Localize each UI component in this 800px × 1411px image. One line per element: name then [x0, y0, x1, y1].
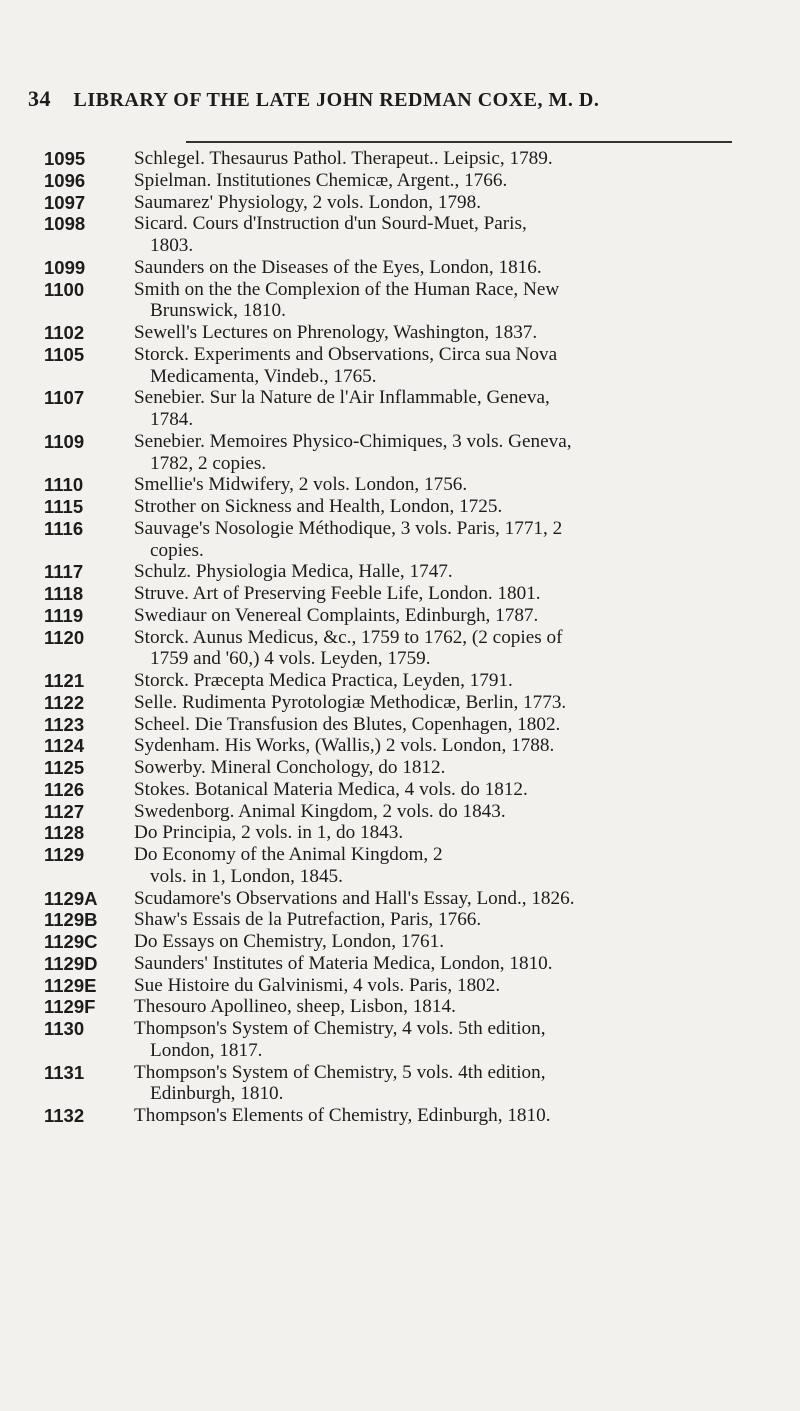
catalog-entry: [44, 888, 764, 910]
entry-number: 1129E: [44, 974, 97, 996]
entry-text: Saunders' Institutes of Materia Medica, London, 1810.: [134, 952, 553, 974]
catalog-entry: [44, 627, 764, 671]
catalog-entry: [44, 909, 764, 931]
catalog-entry: [44, 518, 764, 562]
entry-text: Do Economy of the Animal Kingdom, 2: [134, 844, 443, 865]
catalog-entry: [44, 822, 764, 844]
entry-text: Saumarez' Physiology, 2 vols. London, 1798.: [134, 191, 482, 213]
entry-text: Thompson's System of Chemistry, 4 vols. 5th edition,: [134, 1018, 546, 1039]
entry-number: 1116: [44, 517, 84, 539]
entry-number: 1096: [44, 169, 86, 191]
entry-number: 1117: [44, 561, 84, 583]
entry-text-continuation: copies.: [150, 539, 204, 561]
entry-text: Storck. Experiments and Observations, Circa sua Nova: [134, 343, 558, 365]
catalog-entry: [44, 387, 764, 431]
catalog-entry: [44, 801, 764, 823]
entry-text: Saunders on the Diseases of the Eyes, London, 1816.: [134, 256, 542, 278]
entry-text: Do Essays on Chemistry, London, 1761.: [134, 931, 445, 952]
catalog-entry: [44, 605, 764, 627]
entry-number: 1122: [44, 691, 85, 713]
entry-number: 1132: [44, 1105, 85, 1126]
entry-text-continuation: Edinburgh, 1810.: [150, 1083, 284, 1105]
catalog-entry: [44, 148, 764, 170]
catalog-entry: [44, 975, 764, 997]
catalog-entry: [44, 344, 764, 388]
catalog-entry: [44, 583, 764, 605]
entry-text: Sewell's Lectures on Phrenology, Washington, 1837.: [134, 322, 538, 343]
entry-text: Smith on the the Complexion of the Human Race, New: [134, 278, 560, 300]
entry-number: 1125: [44, 757, 85, 778]
entry-text-continuation: 1782, 2 copies.: [150, 452, 267, 474]
entry-text: Selle. Rudimenta Pyrotologiæ Methodicæ, Berlin, 1773.: [134, 691, 567, 713]
catalog-entry: [44, 322, 764, 344]
catalog-entry: [44, 953, 764, 975]
catalog-entry: [44, 1105, 764, 1127]
entry-text: Thompson's Elements of Chemistry, Edinburgh, 1810.: [134, 1105, 551, 1126]
entry-text: Schlegel. Thesaurus Pathol. Therapeut.. Leipsic, 1789.: [134, 148, 553, 169]
entry-number: 1097: [44, 191, 86, 213]
entry-text: Sowerby. Mineral Conchology, do 1812.: [134, 757, 446, 778]
entry-text: Storck. Aunus Medicus, &c., 1759 to 1762, (2 copies of: [134, 626, 563, 648]
entry-number: 1102: [44, 322, 85, 343]
entry-number: 1120: [44, 626, 85, 648]
entry-text: Sue Histoire du Galvinismi, 4 vols. Paris, 1802.: [134, 974, 501, 996]
entry-text: Thesouro Apollineo, sheep, Lisbon, 1814.: [134, 996, 456, 1018]
entry-number: 1129F: [44, 996, 96, 1018]
entry-number: 1129D: [44, 952, 98, 974]
entry-number: 1109: [44, 430, 85, 452]
catalog-entry: [44, 192, 764, 214]
entry-text-continuation: 1759 and '60,) 4 vols. Leyden, 1759.: [150, 648, 431, 670]
entry-number: 1131: [44, 1061, 85, 1083]
entry-number: 1129C: [44, 931, 98, 952]
entry-text: Sicard. Cours d'Instruction d'un Sourd-Muet, Paris,: [134, 213, 527, 235]
catalog-entry: [44, 474, 764, 496]
catalog-entry: [44, 735, 764, 757]
entry-text: Do Principia, 2 vols. in 1, do 1843.: [134, 822, 404, 844]
entry-text-continuation: London, 1817.: [150, 1039, 263, 1061]
catalog-entry: [44, 670, 764, 692]
catalog-entry: [44, 996, 764, 1018]
entry-number: 1129B: [44, 909, 98, 931]
entry-number: 1129: [44, 844, 85, 865]
catalog-entry: [44, 779, 764, 801]
entry-text: Scudamore's Observations and Hall's Essay, Lond., 1826.: [134, 887, 575, 909]
entry-text: Spielman. Institutiones Chemicæ, Argent., 1766.: [134, 169, 508, 191]
catalog-entry: [44, 844, 764, 888]
catalog-entry: [44, 1062, 764, 1106]
entry-text: Strother on Sickness and Health, London, 1725.: [134, 496, 503, 517]
entry-text-continuation: Medicamenta, Vindeb., 1765.: [150, 365, 377, 387]
entry-text: Schulz. Physiologia Medica, Halle, 1747.: [134, 561, 453, 583]
catalog-entry: [44, 692, 764, 714]
entry-number: 1129A: [44, 887, 98, 909]
entry-text: Swediaur on Venereal Complaints, Edinburgh, 1787.: [134, 604, 539, 626]
catalog-entry: [44, 496, 764, 518]
entry-number: 1130: [44, 1018, 85, 1039]
entry-number: 1127: [44, 800, 85, 822]
entry-text: Senebier. Sur la Nature de l'Air Inflammable, Geneva,: [134, 387, 550, 409]
entry-number: 1128: [44, 822, 85, 844]
catalog-entry: [44, 1018, 764, 1062]
catalog-entry: [44, 213, 764, 257]
entry-text: Shaw's Essais de la Putrefaction, Paris, 1766.: [134, 909, 482, 931]
entry-text: Sauvage's Nosologie Méthodique, 3 vols. Paris, 1771, 2: [134, 517, 563, 539]
entry-number: 1123: [44, 713, 85, 735]
page-header: [28, 86, 728, 112]
entry-number: 1124: [44, 735, 85, 757]
entry-number: 1118: [44, 583, 84, 604]
entry-text: Storck. Præcepta Medica Practica, Leyden, 1791.: [134, 670, 513, 691]
entry-text-continuation: 1784.: [150, 409, 194, 430]
entry-text: Thompson's System of Chemistry, 5 vols. 4th edition,: [134, 1061, 546, 1083]
entry-number: 1105: [44, 343, 85, 365]
entry-text-continuation: vols. in 1, London, 1845.: [150, 865, 343, 887]
catalog-entry-list: [44, 148, 764, 1127]
entry-number: 1095: [44, 148, 86, 169]
catalog-entry: [44, 279, 764, 323]
entry-number: 1100: [44, 278, 85, 300]
entry-text: Struve. Art of Preserving Feeble Life, London. 1801.: [134, 583, 541, 604]
entry-number: 1115: [44, 496, 84, 517]
catalog-entry: [44, 431, 764, 475]
entry-number: 1099: [44, 256, 86, 278]
catalog-entry: [44, 257, 764, 279]
header-rule: [186, 141, 732, 143]
catalog-entry: [44, 561, 764, 583]
entry-number: 1107: [44, 387, 85, 409]
entry-number: 1119: [44, 604, 84, 626]
page-number: 34: [28, 86, 51, 111]
entry-number: 1121: [44, 670, 85, 691]
entry-text: Senebier. Memoires Physico-Chimiques, 3 vols. Geneva,: [134, 430, 572, 452]
catalog-entry: [44, 170, 764, 192]
catalog-entry: [44, 757, 764, 779]
entry-number: 1126: [44, 778, 85, 800]
entry-text: Scheel. Die Transfusion des Blutes, Copenhagen, 1802.: [134, 713, 561, 735]
catalog-entry: [44, 714, 764, 736]
entry-text: Sydenham. His Works, (Wallis,) 2 vols. London, 1788.: [134, 735, 555, 757]
entry-number: 1110: [44, 474, 84, 496]
entry-text-continuation: 1803.: [150, 235, 194, 256]
catalog-entry: [44, 931, 764, 953]
entry-text: Swedenborg. Animal Kingdom, 2 vols. do 1843.: [134, 800, 506, 822]
page-title: LIBRARY OF THE LATE JOHN REDMAN COXE, M. D.: [73, 89, 600, 111]
entry-number: 1098: [44, 213, 86, 235]
entry-text: Stokes. Botanical Materia Medica, 4 vols. do 1812.: [134, 778, 528, 800]
entry-text: Smellie's Midwifery, 2 vols. London, 1756.: [134, 474, 468, 496]
entry-text-continuation: Brunswick, 1810.: [150, 300, 286, 322]
